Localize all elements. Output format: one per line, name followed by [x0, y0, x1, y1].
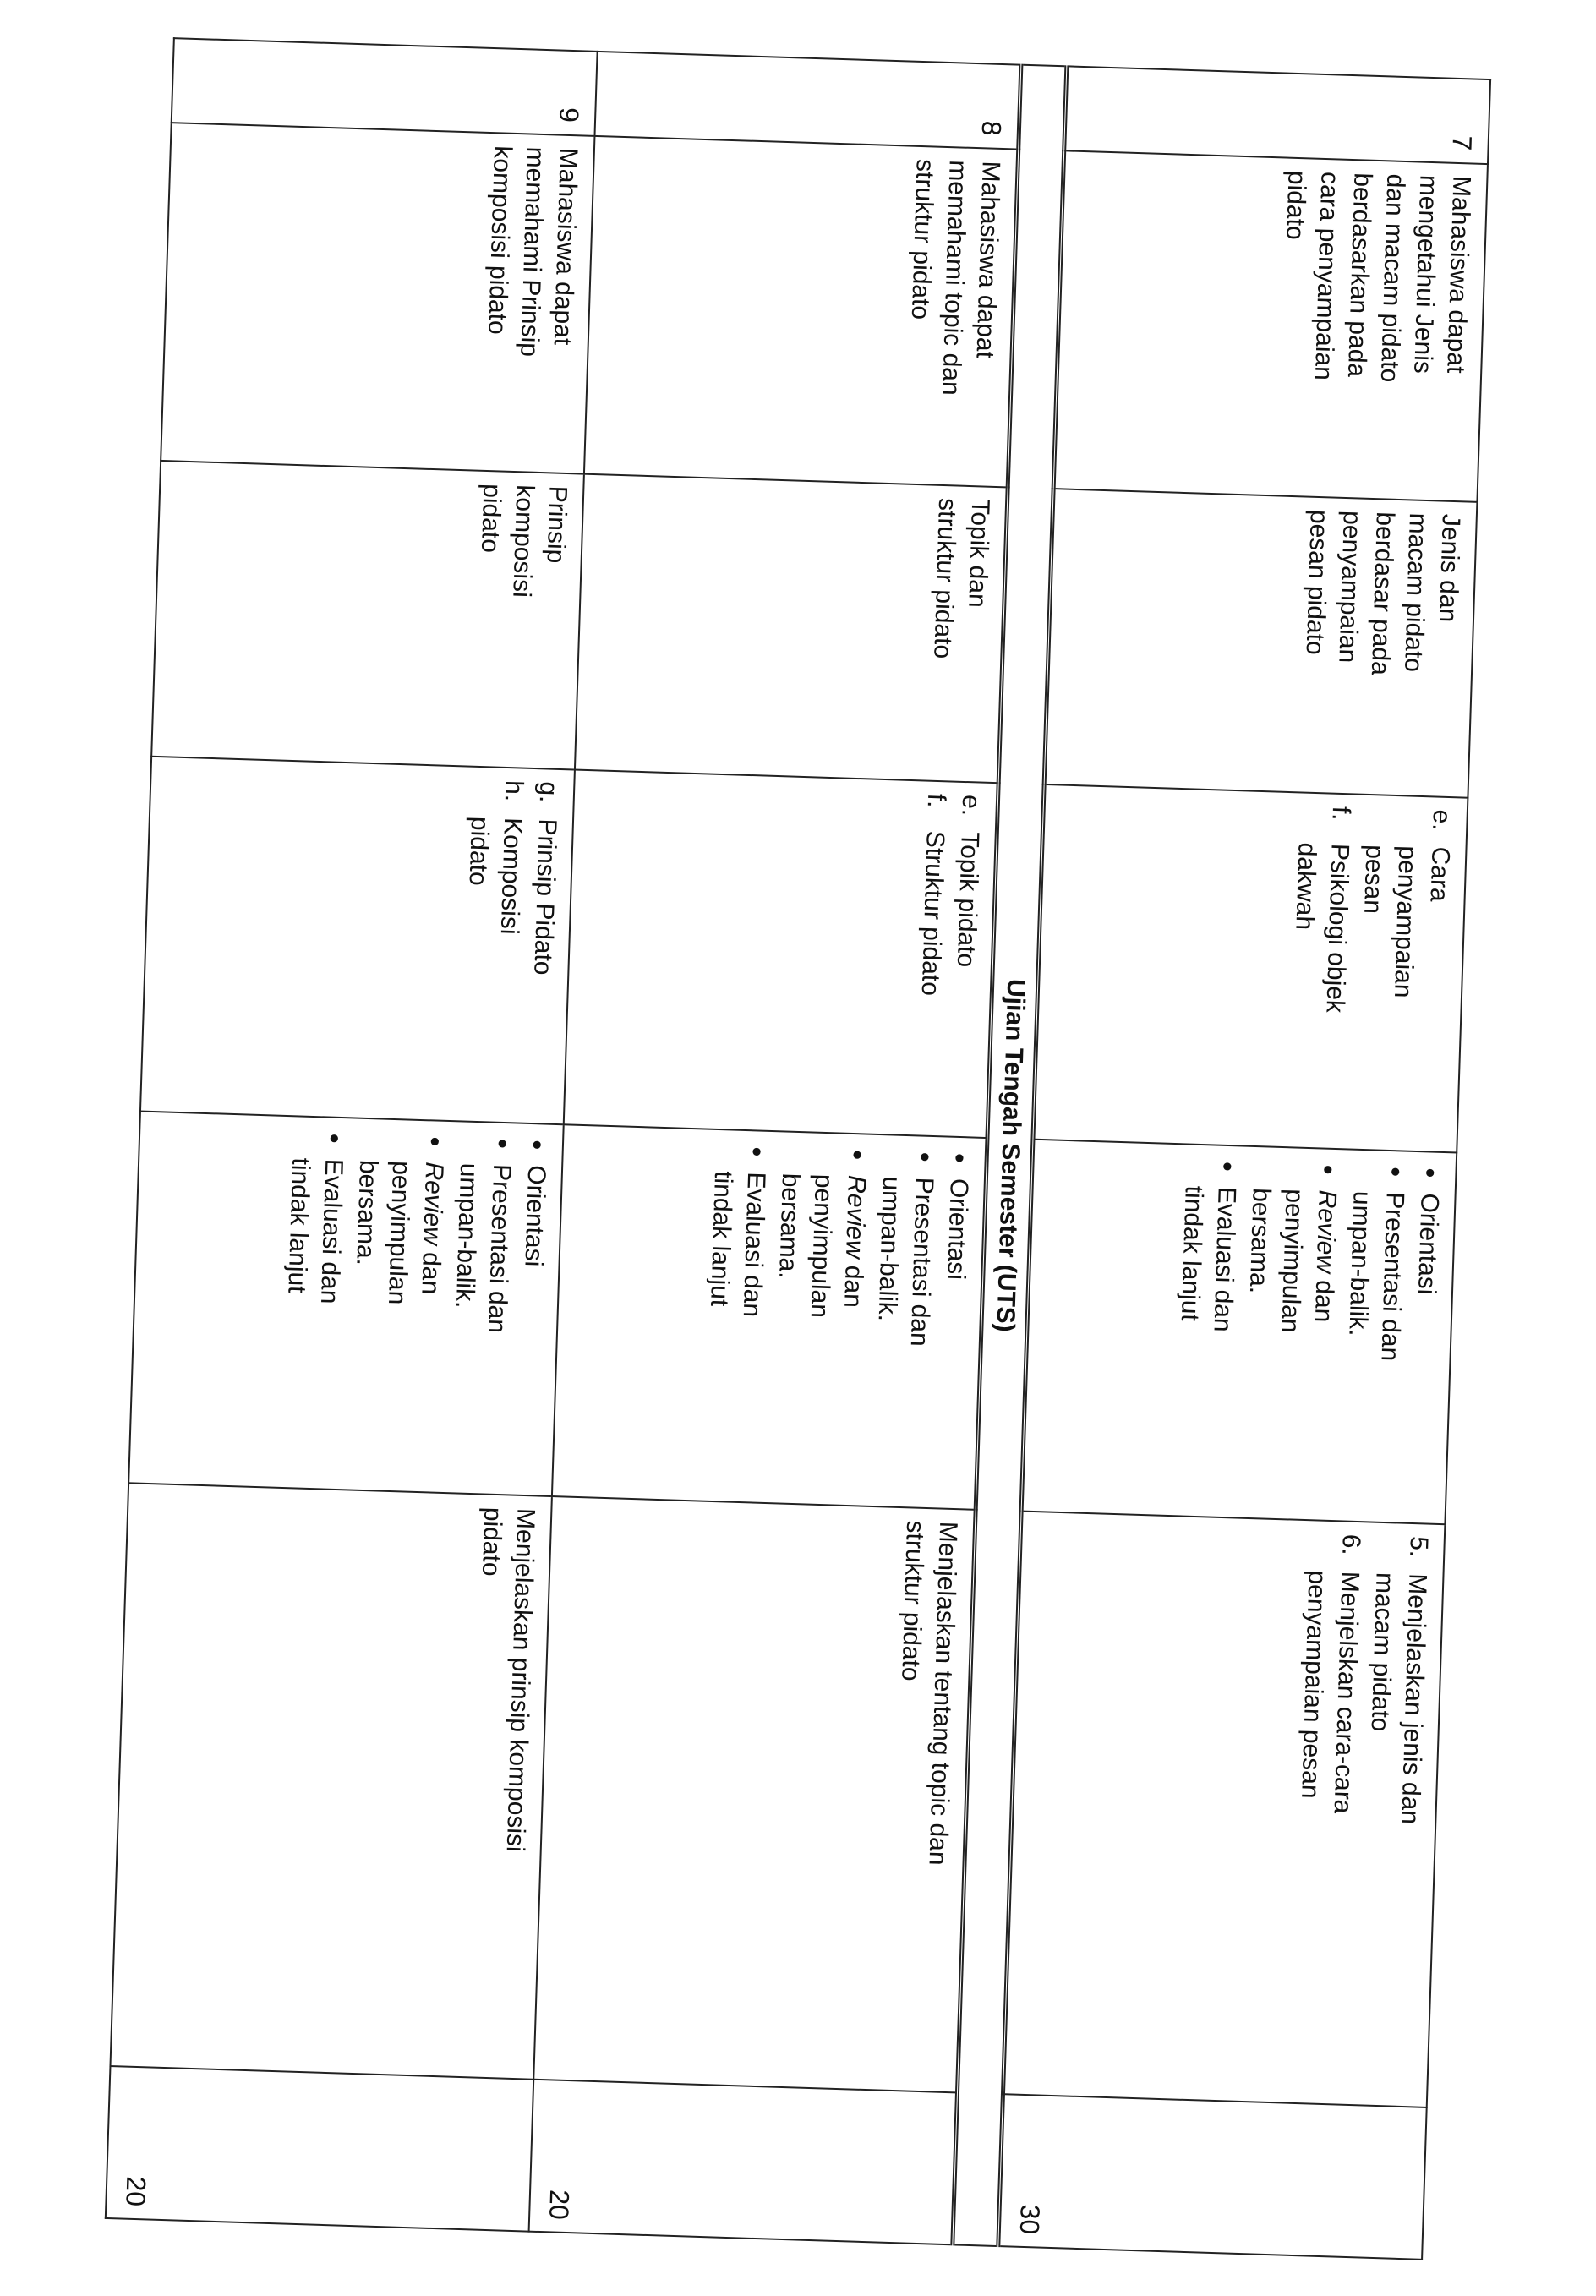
table-row [529, 52, 1021, 2244]
text-line: berdasarkan pada [1342, 172, 1377, 378]
text-line: cara penyampaian [1309, 171, 1344, 381]
list-item: f. Psikologi objek dakwah [1290, 806, 1355, 1014]
list-item: • Orientasi [511, 1136, 555, 1484]
text-line: memahami topic dan [937, 159, 972, 396]
list-item: • Orientasi [1403, 1164, 1447, 1512]
text-line: Mahasiswa dapat [1441, 175, 1476, 374]
list-item: • Orientasi [932, 1149, 976, 1496]
text-line: Topik dan [963, 498, 995, 609]
list-item: f. Struktur pidato [916, 793, 951, 997]
meeting-number: 9 [172, 38, 598, 136]
midterm-exam-row: Ujian Tengah Semester (UTS) [953, 65, 1067, 2246]
list-item: e. Topik pidato [951, 794, 986, 968]
list-item: • Presentasi dan umpan-balik. [865, 1147, 942, 1495]
weight-value: 20 [529, 2080, 958, 2245]
text-line: pidato [476, 483, 506, 554]
list-item: 6. Menjelskan cara-cara penyampaian pesan [1296, 1533, 1365, 1814]
text-line: pidato [1281, 170, 1311, 241]
list-item: e. Cara penyampaian pesan [1358, 809, 1456, 999]
list-item: • Review dan penyimpulan bersama. [764, 1144, 874, 1493]
text-line: pidato [477, 1506, 507, 1577]
text-line: Mahasiswa dapat [549, 147, 583, 346]
text-line: komposisi pidato [483, 145, 517, 336]
subtopic-cell [140, 757, 575, 1125]
text-line: Prinsip [541, 485, 572, 564]
subtopic-cell [564, 769, 998, 1138]
indicator-cell [1003, 1512, 1446, 2107]
text-line: macam pidato [1399, 512, 1432, 673]
list-item: • Evaluasi dan tindak lanjut [275, 1129, 352, 1477]
list-item: 5. Menjelaskan jenis dan macam pidato [1365, 1535, 1433, 1825]
text-line: Jenis dan [1433, 513, 1465, 623]
learning-outcome-cell [584, 136, 1019, 488]
method-cell [1021, 1140, 1457, 1525]
list-item: h. Komposisi pidato [463, 779, 528, 936]
table-row [998, 66, 1490, 2259]
meeting-number: 7 [1064, 66, 1490, 164]
list-item: • Review dan penyimpulan bersama. [342, 1130, 452, 1479]
method-cell [552, 1124, 987, 1510]
text-line: Menjelaskan prinsip komposisi [500, 1507, 540, 1853]
text-line: Mahasiswa dapat [970, 161, 1005, 359]
indicator-cell [110, 1483, 552, 2079]
text-line: pesan pidato [1300, 509, 1334, 656]
text-line: struktur pidato [905, 158, 939, 320]
text-line: penyampaian [1333, 510, 1366, 664]
text-line: mengetahui Jenis [1408, 174, 1443, 374]
list-item: • Evaluasi dan tindak lanjut [1167, 1156, 1244, 1505]
text-line: komposisi [507, 484, 539, 599]
rps-table [105, 37, 1491, 2260]
learning-outcome-cell [1053, 150, 1488, 502]
rotated-table-wrapper [105, 37, 1491, 2259]
method-cell [128, 1112, 564, 1497]
weight-value: 30 [998, 2094, 1427, 2260]
text-line: struktur pidato [928, 497, 962, 659]
text-line: Menjelaskan tentang topic dan [923, 1521, 963, 1867]
study-material-cell [1044, 489, 1477, 798]
text-line: struktur pidato [896, 1520, 930, 1682]
learning-outcome-cell [161, 123, 595, 474]
study-material-cell [575, 474, 1008, 784]
text-line: dan macam pidato [1375, 173, 1410, 383]
text-line: memahami Prinsip [515, 146, 550, 358]
table-row [106, 38, 598, 2231]
text-line: berdasar pada [1365, 511, 1399, 676]
study-material-cell [151, 461, 584, 770]
list-item: • Review dan penyimpulan bersama. [1235, 1159, 1345, 1508]
indicator-cell [534, 1496, 976, 2092]
list-item: • Presentasi dan umpan-balik. [443, 1134, 520, 1482]
subtopic-cell [1033, 784, 1468, 1153]
list-item: • Presentasi dan umpan-balik. [1336, 1162, 1413, 1510]
list-item: • Evaluasi dan tindak lanjut [697, 1142, 773, 1490]
meeting-number: 8 [595, 52, 1021, 150]
list-item: g. Prinsip Pidato [528, 781, 563, 976]
weight-value: 20 [106, 2066, 534, 2232]
